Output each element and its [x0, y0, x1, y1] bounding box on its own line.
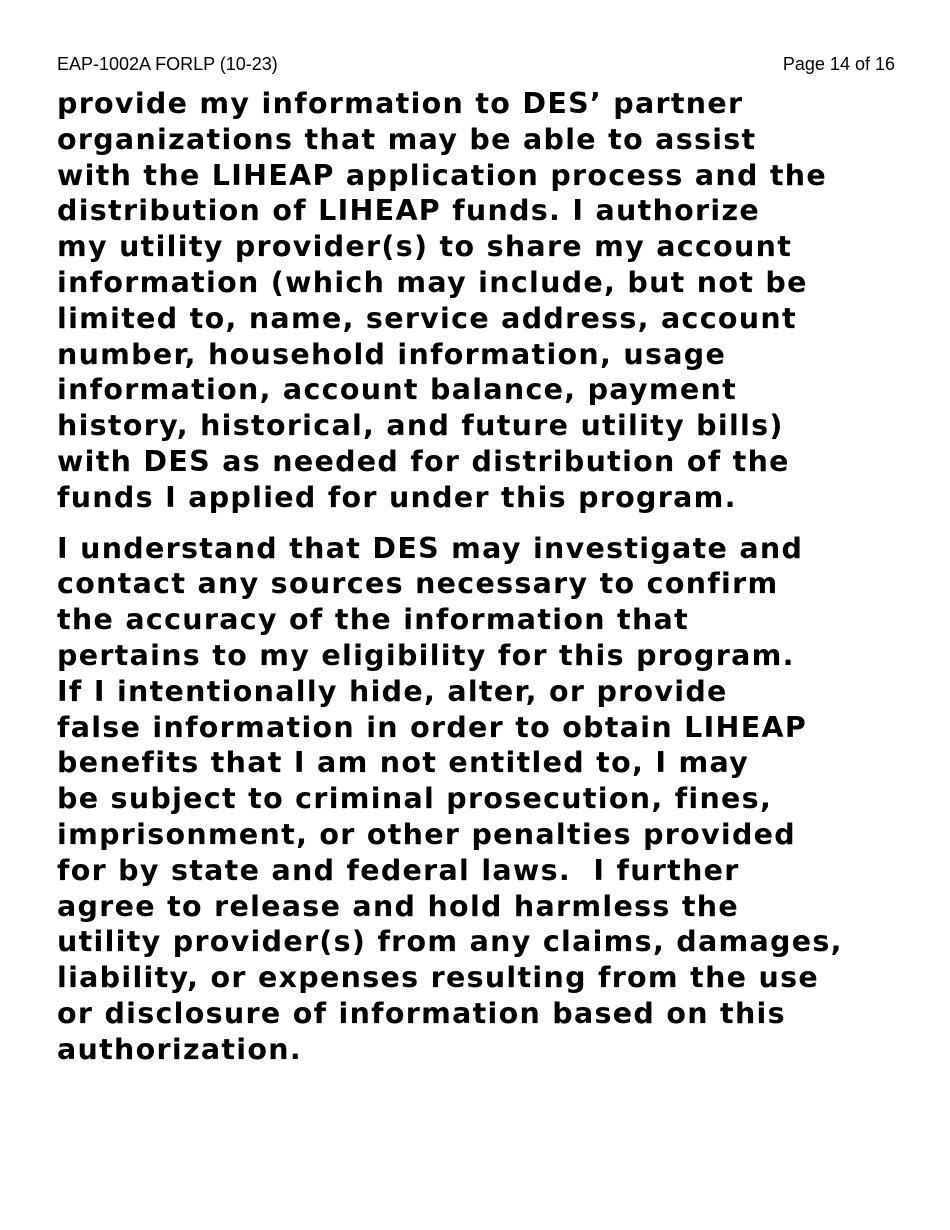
text-line: with DES as needed for distribution of the: [57, 444, 790, 478]
text-line: I understand that DES may investigate and: [57, 531, 804, 565]
text-line: history, historical, and future utility bills): [57, 409, 784, 443]
text-line: liability, or expenses resulting from the use: [57, 961, 819, 995]
text-line: or disclosure of information based on this: [57, 996, 786, 1030]
text-line: pertains to my eligibility for this program.: [57, 638, 795, 672]
text-line: for by state and federal laws. I further: [57, 853, 740, 887]
text-line: information, account balance, payment: [57, 373, 738, 407]
text-line: contact any sources necessary to confirm: [57, 567, 779, 601]
text-line: benefits that I am not entitled to, I may: [57, 746, 749, 780]
text-line: number, household information, usage: [57, 337, 727, 371]
text-line: be subject to criminal prosecution, fines,: [57, 782, 773, 816]
text-line: distribution of LIHEAP funds. I authorize: [57, 194, 760, 228]
paragraph-authorization: [57, 86, 917, 516]
text-line: with the LIHEAP application process and the: [57, 158, 828, 192]
text-line: the accuracy of the information that: [57, 603, 689, 637]
text-line: authorization.: [57, 1032, 302, 1066]
text-line: limited to, name, service address, account: [57, 301, 797, 335]
text-line: organizations that may be able to assist: [57, 122, 757, 156]
form-id: EAP-1002A FORLP (10-23): [57, 54, 278, 74]
text-line: agree to release and hold harmless the: [57, 889, 739, 923]
text-line: information (which may include, but not be: [57, 265, 808, 299]
page-header: [57, 52, 895, 76]
paragraph-investigation: [57, 531, 917, 1068]
page-number: Page 14 of 16: [782, 54, 895, 74]
text-line: funds I applied for under this program.: [57, 480, 737, 514]
text-line: utility provider(s) from any claims, damages,: [57, 925, 843, 959]
text-line: imprisonment, or other penalties provided: [57, 817, 797, 851]
text-line: false information in order to obtain LIHEAP: [57, 710, 808, 744]
text-line: provide my information to DES’ partner: [57, 87, 744, 120]
text-line: If I intentionally hide, alter, or provide: [57, 674, 728, 708]
text-line: my utility provider(s) to share my account: [57, 230, 793, 264]
document-body: [57, 86, 917, 1068]
